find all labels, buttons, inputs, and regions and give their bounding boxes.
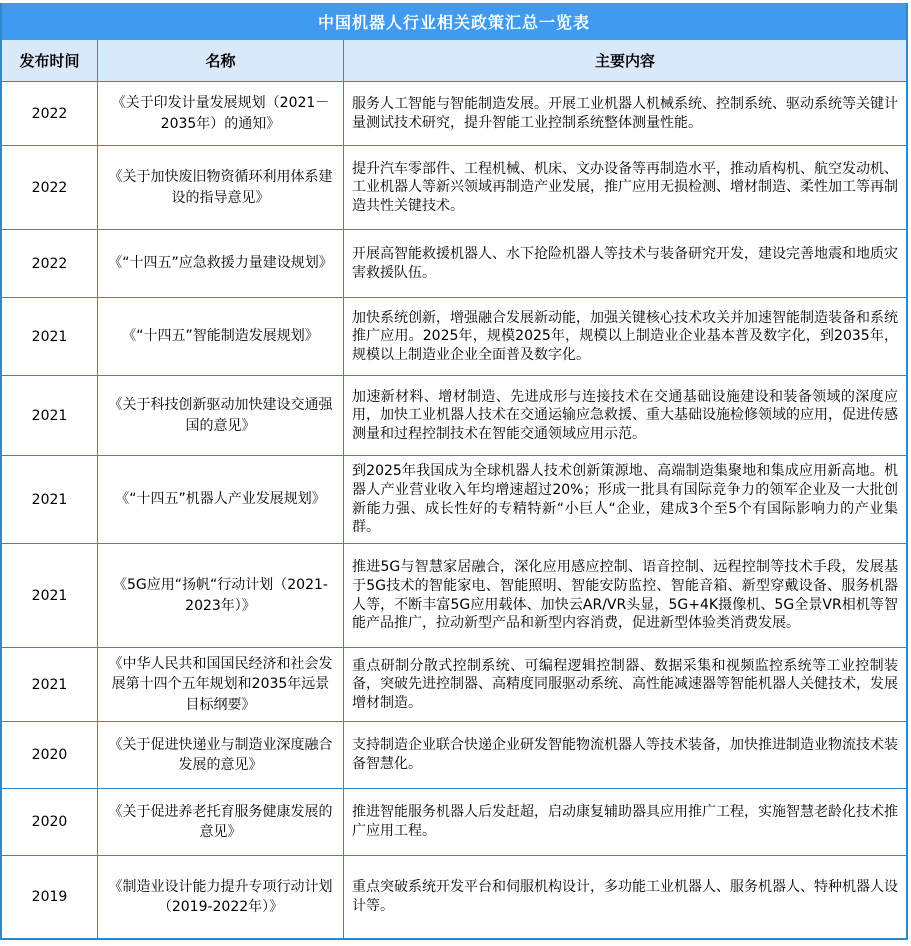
table-row: [2, 456, 906, 544]
column-header-main-content: 主要内容: [344, 40, 906, 82]
row-publish-year: 2020: [2, 789, 98, 856]
row-policy-name: 《关于科技创新驱动加快建设交通强国的意见》: [98, 376, 344, 456]
row-publish-year: 2022: [2, 82, 98, 146]
row-publish-year: 2021: [2, 376, 98, 456]
table-row: [2, 376, 906, 456]
row-policy-content: 重点研制分散式控制系统、可编程逻辑控制器、数据采集和视频监控系统等工业控制装备，突破先进控制器、高精度同服驱动系统、高性能减速器等智能机器人关健技术，发展增材制造。: [344, 648, 906, 722]
row-publish-year: 2021: [2, 648, 98, 722]
column-header-policy-name: 名称: [98, 40, 344, 82]
table-title: 中国机器人行业相关政策汇总一览表: [2, 3, 906, 40]
table-row: [2, 856, 906, 938]
table-body: [2, 82, 906, 938]
row-policy-name: 《5G应用“扬帆“行动计划（2021-2023年）》: [98, 544, 344, 648]
column-header-publish-date: 发布时间: [2, 40, 98, 82]
row-policy-content: 提升汽车零部件、工程机械、机床、文办设备等再制造水平，推动盾构机、航空发动机、工业机器人等新兴领域再制造产业发展，推广应用无损检测、增材制造、柔性加工等再制造共性关键技术。: [344, 146, 906, 230]
row-policy-name: 《关于促进快递业与制造业深度融合发展的意见》: [98, 722, 344, 789]
row-policy-content: 推进5G与智慧家居融合，深化应用感应控制、语音控制、远程控制等技术手段，发展基于5G技术的智能家电、智能照明、智能安防监控、智能音箱、新型穿戴设备、服务机器人等，不断丰富5G应用载体、加快云AR/VR头显，5G+4K摄像机、5G全景VR相机等智能产品推广，拉动新型产品和新型内容消费，促进新型体验类消费发展。: [344, 544, 906, 648]
row-publish-year: 2022: [2, 146, 98, 230]
row-policy-content: 重点突破系统开发平台和伺服机构设计，多功能工业机器人、服务机器人、特种机器人设计等。: [352, 879, 898, 914]
table-row: [2, 230, 906, 298]
table-row: [2, 82, 906, 146]
row-policy-name: 《“十四五”应急救援力量建设规划》: [98, 230, 344, 298]
row-policy-name: 《关于印发计量发展规划（2021－2035年）的通知》: [98, 82, 344, 146]
row-publish-year: 2021: [2, 298, 98, 376]
row-publish-year: 2021: [2, 544, 98, 648]
row-policy-name: 《关于促进养老托育服务健康发展的意见》: [98, 789, 344, 856]
table-row: [2, 789, 906, 856]
row-policy-name: 《制造业设计能力提升专项行动计划（2019-2022年）》: [98, 856, 344, 938]
table-row: [2, 298, 906, 376]
table-header-row: [2, 40, 906, 82]
row-policy-name: 《中华人民共和国国民经济和社会发展第十四个五年规划和2035年远景目标纲要》: [98, 648, 344, 722]
row-publish-year: 2019: [2, 856, 98, 938]
row-policy-content: 加速新材料、增材制造、先进成形与连接技术在交通基础设施建设和装备领域的深度应用，加快工业机器人技术在交通运输应急救援、重大基础设施检修领域的应用，促进传感测量和过程控制技术在智能交通领域应用示范。: [344, 376, 906, 456]
table-row: [2, 722, 906, 789]
row-policy-name: 《“十四五”智能制造发展规划》: [98, 298, 344, 376]
row-policy-content: 开展高智能救援机器人、水下抢险机器人等技术与装备研究开发，建设完善地震和地质灾害救援队伍。: [344, 230, 906, 298]
row-policy-name: 《“十四五”机器人产业发展规划》: [98, 456, 344, 544]
row-publish-year: 2021: [2, 456, 98, 544]
row-policy-content: 推进智能服务机器人后发赶超，启动康复辅助器具应用推广工程，实施智慧老龄化技术推广应用工程。: [344, 789, 906, 856]
row-policy-content: 到2025年我国成为全球机器人技术创新策源地、高端制造集聚地和集成应用新高地。机器人产业营业收入年均增速超过20%；形成一批具有国际竞争力的领军企业及一大批创新能力强、成长性好的专精特新“小巨人“企业，建成3个至5个有国际影响力的产业集群。: [344, 456, 906, 544]
row-policy-content: 支持制造企业联合快递企业研发智能物流机器人等技术装备，加快推进制造业物流技术装备智慧化。: [344, 722, 906, 789]
row-publish-year: 2020: [2, 722, 98, 789]
table-row: [2, 146, 906, 230]
policy-summary-table: [0, 3, 908, 940]
row-policy-name: 《关于加快废旧物资循环利用体系建设的指导意见》: [98, 146, 344, 230]
row-policy-content: 加快系统创新，增强融合发展新动能，加强关键核心技术攻关并加速智能制造装备和系统推广应用。2025年，规模2025年，规模以上制造业企业基本普及数字化，到2035年，规模以上制造业企业全面普及数字化。: [344, 298, 906, 376]
table-row: [2, 648, 906, 722]
table-row: [2, 544, 906, 648]
row-publish-year: 2022: [2, 230, 98, 298]
row-policy-content: 服务人工智能与智能制造发展。开展工业机器人机械系统、控制系统、驱动系统等关键计量测试技术研究，提升智能工业控制系统整体测量性能。: [344, 82, 906, 146]
